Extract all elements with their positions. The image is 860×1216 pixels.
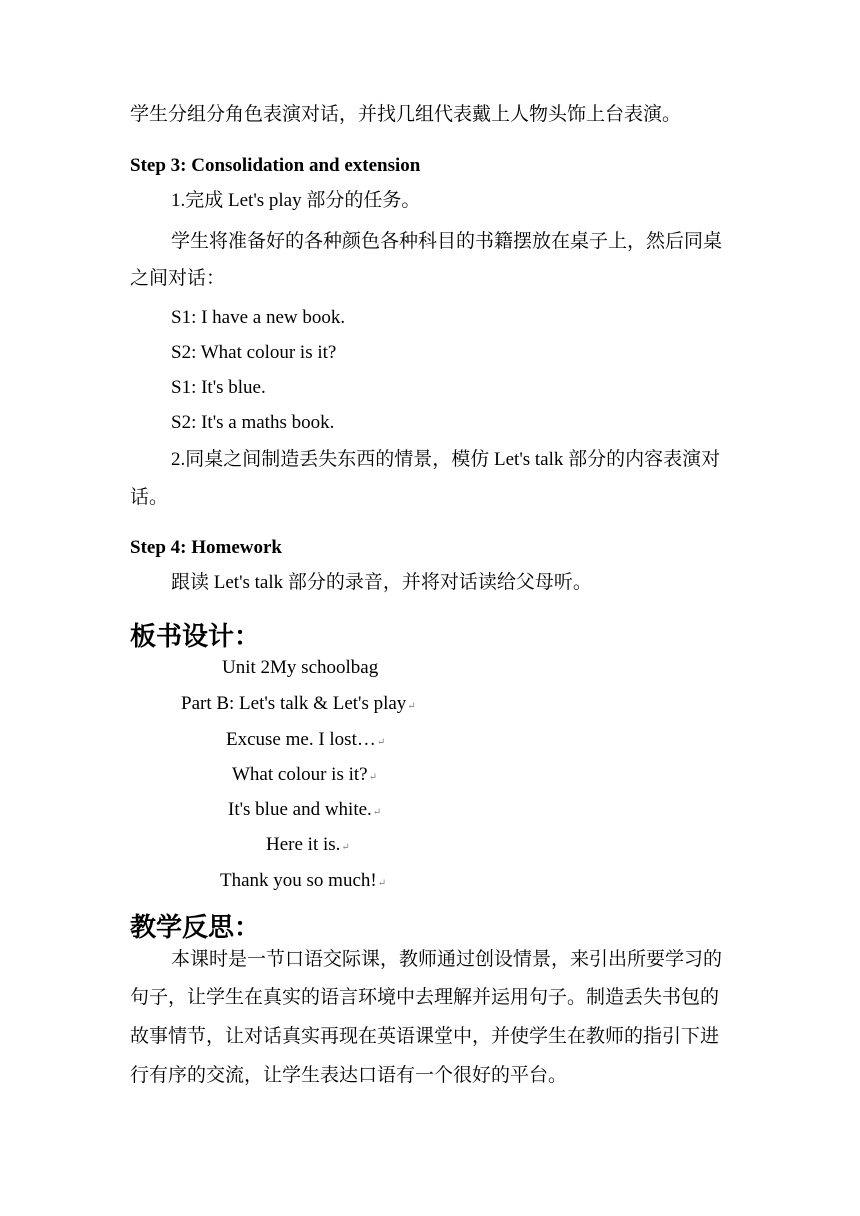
step3-item1: 1.完成 Let's play 部分的任务。 [171,190,421,211]
paragraph-roleplay: 学生分组分角色表演对话，并找几组代表戴上人物头饰上台表演。 [130,104,682,125]
reflection-line: 故事情节，让对话真实再现在英语课堂中，并使学生在教师的指引下进 [130,1026,720,1047]
return-mark-icon: ↵ [368,772,377,783]
step4-heading: Step 4: Homework [130,537,282,558]
dialog-line: S1: It's blue. [171,377,266,398]
board-line: What colour is it?↵ [232,764,377,785]
board-line: Excuse me. I lost…↵ [226,729,386,750]
return-mark-icon: ↵ [341,842,350,853]
reflection-heading: 教学反思： [130,913,261,943]
board-line: Thank you so much!↵ [220,870,387,891]
board-line-title: Unit 2My schoolbag [222,657,379,678]
step3-heading: Step 3: Consolidation and extension [130,155,421,176]
reflection-line: 本课时是一节口语交际课，教师通过创设情景，来引出所要学习的 [171,949,723,970]
dialog-line: S2: It's a maths book. [171,412,335,433]
step3-item2-line2: 话。 [130,487,169,508]
step3-para-line1: 学生将准备好的各种颜色各种科目的书籍摆放在桌子上，然后同桌 [171,231,723,252]
return-mark-icon: ↵ [407,701,416,712]
step4-text: 跟读 Let's talk 部分的录音，并将对话读给父母听。 [171,572,592,593]
step3-para-line2: 之间对话： [130,268,226,289]
dialog-line: S2: What colour is it? [171,342,337,363]
board-line: It's blue and white.↵ [228,799,382,820]
board-line: Here it is.↵ [266,834,350,855]
reflection-line: 行有序的交流，让学生表达口语有一个很好的平台。 [130,1065,568,1086]
reflection-line: 句子，让学生在真实的语言环境中去理解并运用句子。制造丢失书包的 [130,987,720,1008]
board-line: Part B: Let's talk & Let's play↵ [181,693,416,714]
board-design-heading: 板书设计： [130,622,261,652]
dialog-line: S1: I have a new book. [171,307,346,328]
return-mark-icon: ↵ [372,807,382,818]
step3-item2-line1: 2.同桌之间制造丢失东西的情景，模仿 Let's talk 部分的内容表演对 [171,449,721,470]
return-mark-icon: ↵ [376,737,386,748]
return-mark-icon: ↵ [377,878,387,889]
